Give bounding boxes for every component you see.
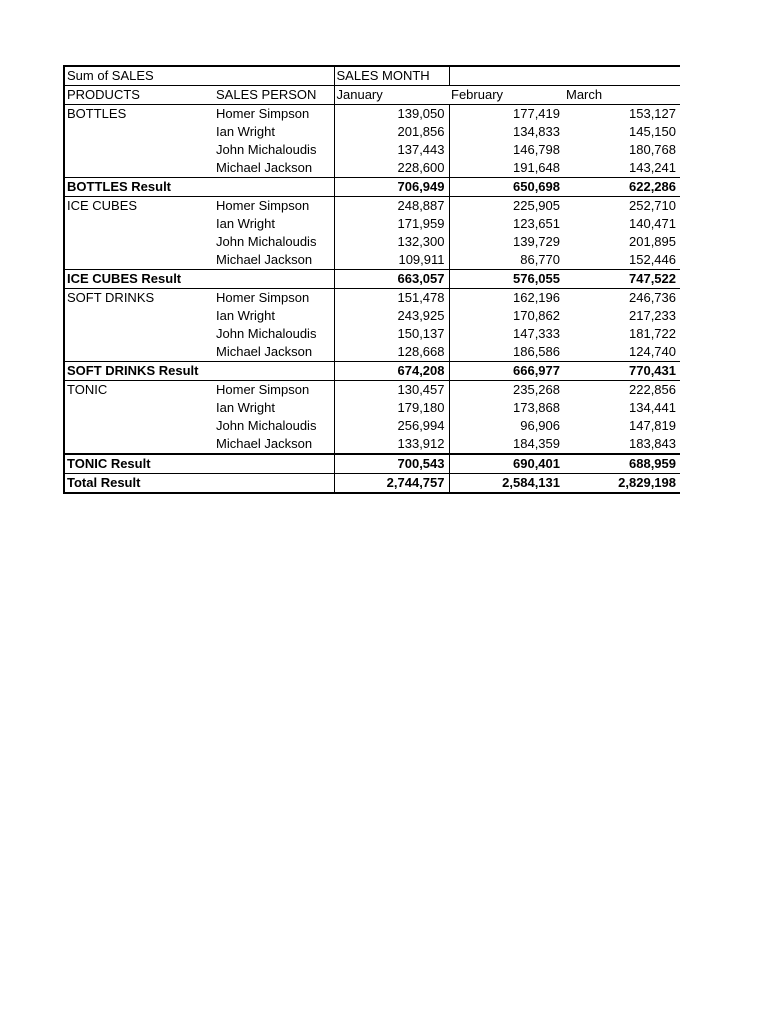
january-cell: 109,911: [334, 251, 449, 270]
february-cell: 186,586: [449, 343, 564, 362]
february-cell: 173,868: [513, 400, 560, 415]
february-cell: 177,419: [449, 105, 564, 124]
subtotal-march-cell: 770,431: [564, 362, 680, 381]
january-cell: 150,137: [334, 325, 449, 343]
table-row: [64, 399, 680, 417]
subtotal-row: [64, 270, 680, 289]
table-row: [64, 417, 680, 435]
subtotal-february-cell: 666,977: [449, 362, 564, 381]
march-cell: 181,722: [629, 326, 676, 341]
march-cell: 180,768: [629, 142, 676, 157]
march-cell: 246,736: [564, 289, 680, 308]
product-name: SOFT DRINKS: [64, 289, 214, 308]
subtotal-label: BOTTLES Result: [64, 178, 334, 197]
sales-person-name: Ian Wright: [214, 123, 334, 141]
sales-person-name: Homer Simpson: [214, 381, 334, 400]
january-cell: 171,959: [334, 215, 449, 233]
subtotal-march-cell: 688,959: [564, 454, 680, 474]
sales-person-name: John Michaloudis: [214, 325, 334, 343]
table-row: [64, 251, 680, 270]
subtotal-january-cell: 700,543: [334, 454, 449, 474]
table-row: [64, 141, 680, 159]
sales-person-name: Michael Jackson: [214, 251, 334, 270]
january-cell: 179,180: [334, 399, 449, 417]
table-row: [64, 289, 680, 308]
march-cell: 147,819: [629, 418, 676, 433]
subtotal-march-cell: 747,522: [564, 270, 680, 289]
sales-person-name: John Michaloudis: [214, 233, 334, 251]
subtotal-row: [64, 454, 680, 474]
march-cell: 183,843: [564, 435, 680, 454]
subtotal-label: TONIC Result: [64, 454, 334, 474]
march-cell: 140,471: [629, 216, 676, 231]
pivot-header-row-2: [64, 86, 680, 105]
subtotal-march-cell: 622,286: [564, 178, 680, 197]
subtotal-january-cell: 674,208: [334, 362, 449, 381]
february-cell: 146,798: [513, 142, 560, 157]
sales-person-name: Homer Simpson: [214, 289, 334, 308]
march-cell: 143,241: [564, 159, 680, 178]
march-cell: 222,856: [564, 381, 680, 400]
january-cell: 248,887: [334, 197, 449, 216]
sales-person-name: Homer Simpson: [214, 105, 334, 124]
february-cell: 170,862: [513, 308, 560, 323]
product-name: ICE CUBES: [64, 197, 214, 216]
pivot-table: [63, 65, 680, 494]
january-cell: 256,994: [334, 417, 449, 435]
subtotal-january-cell: 663,057: [334, 270, 449, 289]
sales-person-name: John Michaloudis: [214, 141, 334, 159]
february-cell: 86,770: [449, 251, 564, 270]
january-cell: 228,600: [334, 159, 449, 178]
february-cell: 147,333: [513, 326, 560, 341]
subtotal-label: ICE CUBES Result: [64, 270, 334, 289]
march-cell: 145,150: [629, 124, 676, 139]
table-row: [64, 325, 680, 343]
table-row: [64, 343, 680, 362]
sales-person-name: Michael Jackson: [214, 343, 334, 362]
grand-total-march-cell: 2,829,198: [564, 474, 680, 494]
subtotal-february-cell: 690,401: [449, 454, 564, 474]
january-cell: 137,443: [334, 141, 449, 159]
month-header-march: March: [564, 86, 680, 105]
pivot-header-row-1: [64, 66, 680, 86]
january-cell: 132,300: [334, 233, 449, 251]
table-row: [64, 381, 680, 400]
column-field-label: SALES MONTH: [334, 66, 449, 86]
subtotal-february-cell: 650,698: [449, 178, 564, 197]
row-field-sales-person: SALES PERSON: [214, 86, 334, 105]
subtotal-february-cell: 576,055: [449, 270, 564, 289]
table-row: [64, 307, 680, 325]
sales-person-name: Ian Wright: [214, 399, 334, 417]
january-cell: 133,912: [334, 435, 449, 454]
table-row: [64, 215, 680, 233]
table-row: [64, 105, 680, 124]
february-cell: 96,906: [520, 418, 560, 433]
february-cell: 162,196: [449, 289, 564, 308]
january-cell: 243,925: [334, 307, 449, 325]
march-cell: 152,446: [564, 251, 680, 270]
month-header-january: January: [334, 86, 449, 105]
february-cell: 134,833: [513, 124, 560, 139]
table-row: [64, 197, 680, 216]
march-cell: 217,233: [629, 308, 676, 323]
march-cell: 252,710: [564, 197, 680, 216]
february-cell: 123,651: [513, 216, 560, 231]
march-cell: 134,441: [629, 400, 676, 415]
february-cell: 225,905: [449, 197, 564, 216]
sales-person-name: John Michaloudis: [214, 417, 334, 435]
march-cell: 201,895: [629, 234, 676, 249]
product-name: BOTTLES: [64, 105, 214, 124]
february-cell: 139,729: [513, 234, 560, 249]
february-cell: 235,268: [449, 381, 564, 400]
subtotal-row: [64, 362, 680, 381]
grand-total-february-cell: 2,584,131: [449, 474, 564, 494]
march-cell: 124,740: [564, 343, 680, 362]
table-row: [64, 435, 680, 454]
subtotal-label: SOFT DRINKS Result: [64, 362, 334, 381]
march-cell: 153,127: [564, 105, 680, 124]
sales-person-name: Michael Jackson: [214, 435, 334, 454]
january-cell: 139,050: [334, 105, 449, 124]
grand-total-label: Total Result: [64, 474, 334, 494]
data-field-label: Sum of SALES: [64, 66, 214, 86]
table-row: [64, 123, 680, 141]
grand-total-january-cell: 2,744,757: [334, 474, 449, 494]
table-row: [64, 233, 680, 251]
grand-total-row: [64, 474, 680, 494]
sales-person-name: Michael Jackson: [214, 159, 334, 178]
sales-person-name: Ian Wright: [214, 215, 334, 233]
january-cell: 128,668: [334, 343, 449, 362]
month-header-february: February: [449, 86, 564, 105]
january-cell: 151,478: [334, 289, 449, 308]
sales-person-name: Homer Simpson: [214, 197, 334, 216]
january-cell: 201,856: [334, 123, 449, 141]
product-name: TONIC: [64, 381, 214, 400]
subtotal-january-cell: 706,949: [334, 178, 449, 197]
subtotal-row: [64, 178, 680, 197]
row-field-products: PRODUCTS: [64, 86, 214, 105]
february-cell: 191,648: [449, 159, 564, 178]
table-row: [64, 159, 680, 178]
february-cell: 184,359: [449, 435, 564, 454]
january-cell: 130,457: [334, 381, 449, 400]
sales-person-name: Ian Wright: [214, 307, 334, 325]
